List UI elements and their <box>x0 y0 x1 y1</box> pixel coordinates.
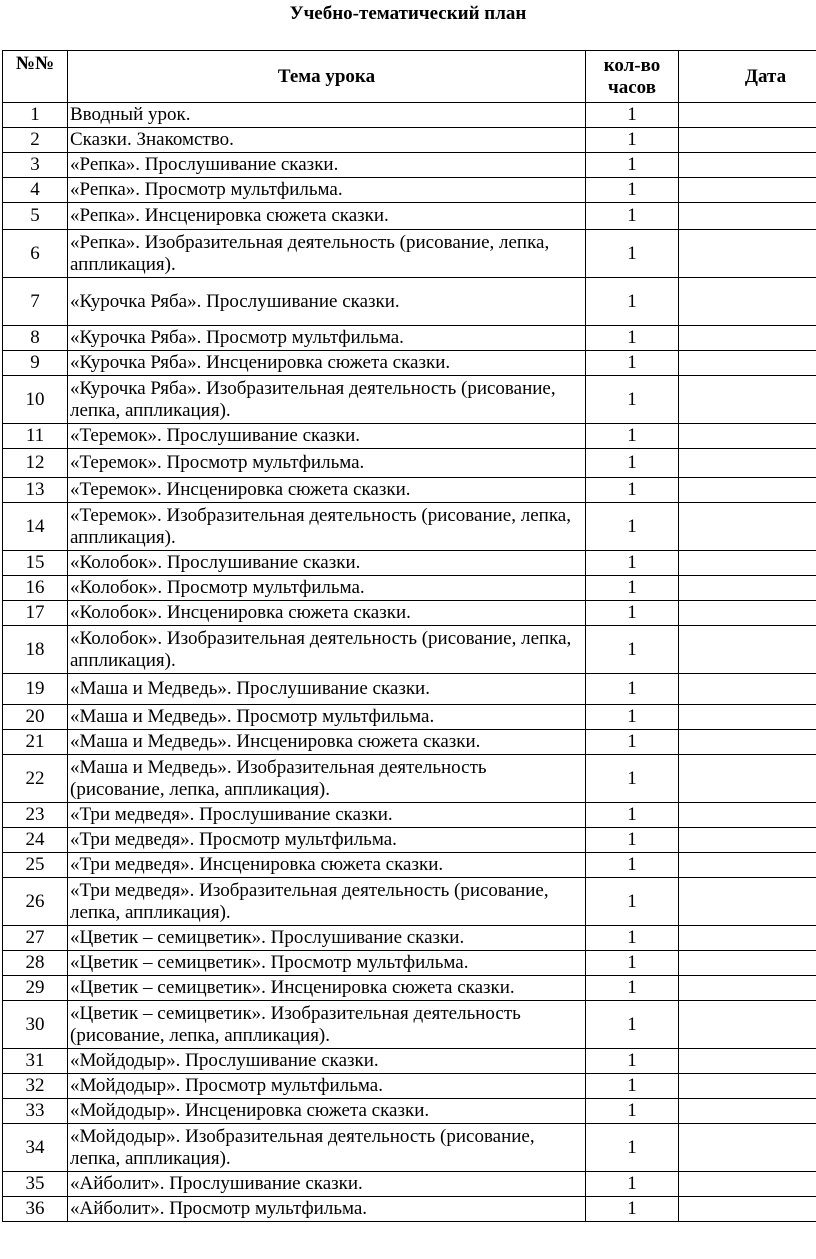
row-num: 21 <box>3 730 68 755</box>
table-row <box>3 551 816 576</box>
table-row <box>3 376 816 424</box>
table-body <box>3 103 816 1222</box>
row-topic: «Мойдодыр». Просмотр мультфильма. <box>68 1074 586 1099</box>
table-header-row <box>3 51 816 103</box>
row-date <box>679 376 816 424</box>
row-date <box>679 203 816 230</box>
row-hours: 1 <box>586 626 679 674</box>
row-date <box>679 576 816 601</box>
row-hours: 1 <box>586 601 679 626</box>
row-hours: 1 <box>586 551 679 576</box>
table-row <box>3 576 816 601</box>
row-topic: «Три медведя». Инсценировка сюжета сказки. <box>68 853 586 878</box>
row-date <box>679 551 816 576</box>
row-topic: «Колобок». Просмотр мультфильма. <box>68 576 586 601</box>
row-topic: «Курочка Ряба». Инсценировка сюжета сказки. <box>68 351 586 376</box>
table-row <box>3 828 816 853</box>
table-row <box>3 230 816 278</box>
row-num: 33 <box>3 1099 68 1124</box>
row-date <box>679 1001 816 1049</box>
row-topic: «Цветик – семицветик». Просмотр мультфильма. <box>68 951 586 976</box>
row-hours: 1 <box>586 828 679 853</box>
row-num: 1 <box>3 103 68 128</box>
row-num: 28 <box>3 951 68 976</box>
row-date <box>679 926 816 951</box>
row-topic: «Репка». Инсценировка сюжета сказки. <box>68 203 586 230</box>
row-date <box>679 103 816 128</box>
row-hours: 1 <box>586 1124 679 1172</box>
row-date <box>679 153 816 178</box>
row-topic: «Курочка Ряба». Прослушивание сказки. <box>68 278 586 326</box>
table-row <box>3 503 816 551</box>
row-hours: 1 <box>586 278 679 326</box>
row-num: 36 <box>3 1197 68 1222</box>
row-num: 7 <box>3 278 68 326</box>
row-hours: 1 <box>586 503 679 551</box>
table-row <box>3 803 816 828</box>
table-row <box>3 1197 816 1222</box>
row-date <box>679 1124 816 1172</box>
row-date <box>679 705 816 730</box>
row-num: 4 <box>3 178 68 203</box>
row-num: 2 <box>3 128 68 153</box>
row-date <box>679 951 816 976</box>
row-num: 5 <box>3 203 68 230</box>
table-row <box>3 926 816 951</box>
row-date <box>679 478 816 503</box>
row-topic: «Репка». Прослушивание сказки. <box>68 153 586 178</box>
row-hours: 1 <box>586 449 679 478</box>
row-num: 14 <box>3 503 68 551</box>
row-date <box>679 230 816 278</box>
row-date <box>679 1074 816 1099</box>
table-row <box>3 878 816 926</box>
row-num: 10 <box>3 376 68 424</box>
row-hours: 1 <box>586 1074 679 1099</box>
row-hours: 1 <box>586 674 679 705</box>
plan-table <box>2 50 816 1222</box>
row-num: 18 <box>3 626 68 674</box>
row-date <box>679 128 816 153</box>
row-topic: «Колобок». Изобразительная деятельность (рисование, лепка, аппликация). <box>68 626 586 674</box>
row-date <box>679 449 816 478</box>
row-num: 19 <box>3 674 68 705</box>
row-num: 12 <box>3 449 68 478</box>
row-num: 26 <box>3 878 68 926</box>
row-num: 27 <box>3 926 68 951</box>
row-topic: «Репка». Просмотр мультфильма. <box>68 178 586 203</box>
row-date <box>679 1049 816 1074</box>
row-hours: 1 <box>586 755 679 803</box>
row-hours: 1 <box>586 178 679 203</box>
row-hours: 1 <box>586 153 679 178</box>
page-title: Учебно-тематический план <box>289 3 527 24</box>
row-topic: «Маша и Медведь». Инсценировка сюжета сказки. <box>68 730 586 755</box>
row-num: 32 <box>3 1074 68 1099</box>
row-topic: «Теремок». Просмотр мультфильма. <box>68 449 586 478</box>
table-row <box>3 278 816 326</box>
row-topic: Сказки. Знакомство. <box>68 128 586 153</box>
row-hours: 1 <box>586 376 679 424</box>
row-topic: «Цветик – семицветик». Прослушивание сказки. <box>68 926 586 951</box>
table-row <box>3 626 816 674</box>
table-row <box>3 1049 816 1074</box>
row-topic: «Айболит». Прослушивание сказки. <box>68 1172 586 1197</box>
row-date <box>679 878 816 926</box>
row-hours: 1 <box>586 128 679 153</box>
row-hours: 1 <box>586 1172 679 1197</box>
table-row <box>3 351 816 376</box>
row-date <box>679 503 816 551</box>
row-num: 24 <box>3 828 68 853</box>
table-row <box>3 424 816 449</box>
row-topic: «Колобок». Прослушивание сказки. <box>68 551 586 576</box>
row-topic: «Три медведя». Изобразительная деятельность (рисование, лепка, аппликация). <box>68 878 586 926</box>
table-row <box>3 755 816 803</box>
row-num: 22 <box>3 755 68 803</box>
row-num: 23 <box>3 803 68 828</box>
row-hours: 1 <box>586 878 679 926</box>
row-topic: «Теремок». Инсценировка сюжета сказки. <box>68 478 586 503</box>
row-date <box>679 730 816 755</box>
row-num: 20 <box>3 705 68 730</box>
row-hours: 1 <box>586 803 679 828</box>
row-topic: «Три медведя». Просмотр мультфильма. <box>68 828 586 853</box>
row-topic: «Мойдодыр». Изобразительная деятельность (рисование, лепка, аппликация). <box>68 1124 586 1172</box>
table-row <box>3 951 816 976</box>
row-hours: 1 <box>586 1099 679 1124</box>
table-row <box>3 449 816 478</box>
table-row <box>3 128 816 153</box>
row-num: 29 <box>3 976 68 1001</box>
row-date <box>679 976 816 1001</box>
row-num: 34 <box>3 1124 68 1172</box>
row-date <box>679 326 816 351</box>
row-hours: 1 <box>586 1049 679 1074</box>
table-row <box>3 1099 816 1124</box>
row-num: 35 <box>3 1172 68 1197</box>
row-date <box>679 755 816 803</box>
row-topic: «Теремок». Прослушивание сказки. <box>68 424 586 449</box>
row-num: 31 <box>3 1049 68 1074</box>
row-num: 8 <box>3 326 68 351</box>
row-date <box>679 626 816 674</box>
row-num: 11 <box>3 424 68 449</box>
row-topic: «Цветик – семицветик». Изобразительная деятельность (рисование, лепка, аппликация). <box>68 1001 586 1049</box>
row-topic: «Курочка Ряба». Изобразительная деятельность (рисование, лепка, аппликация). <box>68 376 586 424</box>
row-topic: «Курочка Ряба». Просмотр мультфильма. <box>68 326 586 351</box>
row-hours: 1 <box>586 705 679 730</box>
row-topic: «Маша и Медведь». Прослушивание сказки. <box>68 674 586 705</box>
row-topic: «Маша и Медведь». Просмотр мультфильма. <box>68 705 586 730</box>
table-row <box>3 674 816 705</box>
row-date <box>679 601 816 626</box>
row-hours: 1 <box>586 730 679 755</box>
row-hours: 1 <box>586 424 679 449</box>
table-row <box>3 1124 816 1172</box>
table-row <box>3 153 816 178</box>
table-row <box>3 705 816 730</box>
row-date <box>679 278 816 326</box>
table-row <box>3 976 816 1001</box>
table-row <box>3 601 816 626</box>
row-num: 13 <box>3 478 68 503</box>
row-topic: «Репка». Изобразительная деятельность (рисование, лепка, аппликация). <box>68 230 586 278</box>
row-date <box>679 178 816 203</box>
row-num: 16 <box>3 576 68 601</box>
header-topic: Тема урока <box>68 51 586 103</box>
header-num: №№ <box>3 51 68 103</box>
row-hours: 1 <box>586 351 679 376</box>
row-date <box>679 351 816 376</box>
row-topic: «Цветик – семицветик». Инсценировка сюжета сказки. <box>68 976 586 1001</box>
table-row <box>3 1074 816 1099</box>
row-num: 25 <box>3 853 68 878</box>
row-num: 15 <box>3 551 68 576</box>
row-topic: «Три медведя». Прослушивание сказки. <box>68 803 586 828</box>
row-date <box>679 674 816 705</box>
table-row <box>3 103 816 128</box>
table-row <box>3 478 816 503</box>
table-row <box>3 853 816 878</box>
row-topic: «Айболит». Просмотр мультфильма. <box>68 1197 586 1222</box>
row-topic: «Мойдодыр». Прослушивание сказки. <box>68 1049 586 1074</box>
row-date <box>679 853 816 878</box>
row-hours: 1 <box>586 951 679 976</box>
row-hours: 1 <box>586 230 679 278</box>
row-hours: 1 <box>586 926 679 951</box>
row-hours: 1 <box>586 478 679 503</box>
row-topic: «Теремок». Изобразительная деятельность (рисование, лепка, аппликация). <box>68 503 586 551</box>
row-num: 3 <box>3 153 68 178</box>
row-date <box>679 1099 816 1124</box>
row-hours: 1 <box>586 1001 679 1049</box>
table-row <box>3 203 816 230</box>
row-date <box>679 1197 816 1222</box>
header-hours: кол-во часов <box>586 51 679 103</box>
row-hours: 1 <box>586 853 679 878</box>
row-date <box>679 828 816 853</box>
row-num: 30 <box>3 1001 68 1049</box>
row-topic: «Маша и Медведь». Изобразительная деятельность (рисование, лепка, аппликация). <box>68 755 586 803</box>
row-num: 17 <box>3 601 68 626</box>
row-topic: «Колобок». Инсценировка сюжета сказки. <box>68 601 586 626</box>
row-topic: Вводный урок. <box>68 103 586 128</box>
row-hours: 1 <box>586 326 679 351</box>
table-row <box>3 1172 816 1197</box>
row-date <box>679 1172 816 1197</box>
row-num: 9 <box>3 351 68 376</box>
row-hours: 1 <box>586 976 679 1001</box>
table-row <box>3 1001 816 1049</box>
table-row <box>3 178 816 203</box>
table-row <box>3 730 816 755</box>
row-topic: «Мойдодыр». Инсценировка сюжета сказки. <box>68 1099 586 1124</box>
row-hours: 1 <box>586 576 679 601</box>
row-hours: 1 <box>586 103 679 128</box>
table-row <box>3 326 816 351</box>
row-date <box>679 803 816 828</box>
header-date: Дата <box>679 51 816 103</box>
row-num: 6 <box>3 230 68 278</box>
row-hours: 1 <box>586 203 679 230</box>
row-date <box>679 424 816 449</box>
row-hours: 1 <box>586 1197 679 1222</box>
